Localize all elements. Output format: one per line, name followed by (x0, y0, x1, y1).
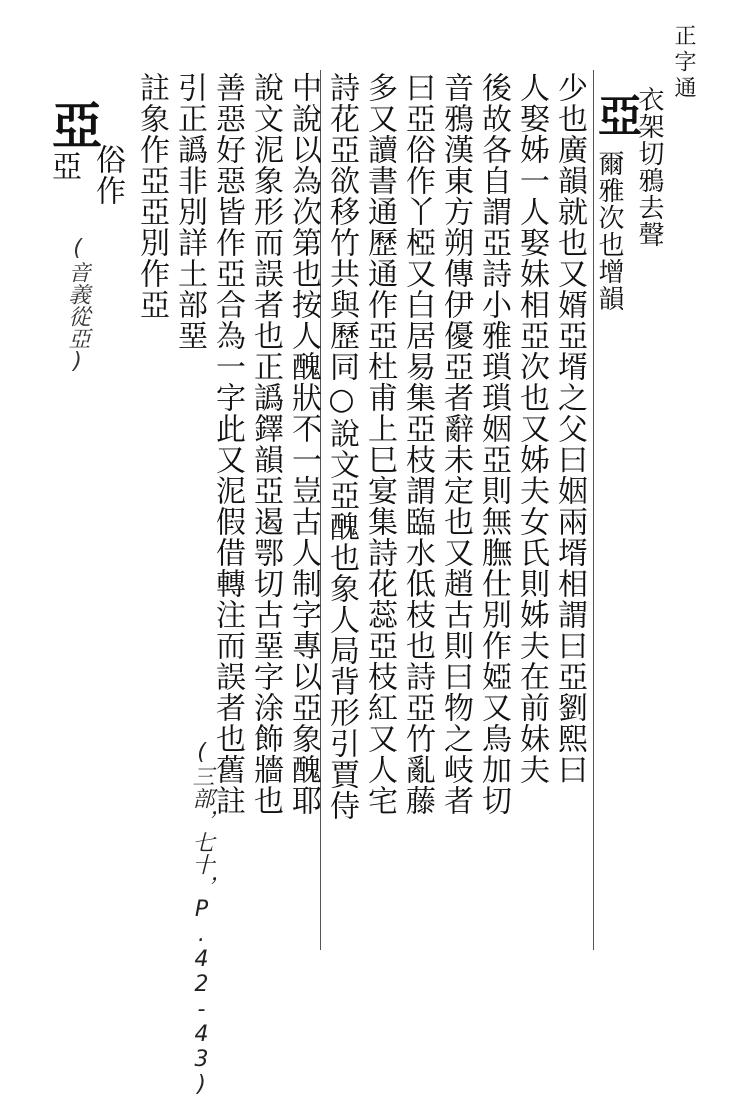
entry-line: 中說以為次第也按人醜狀不一豈古人制字專以亞象醜耶 (286, 72, 321, 816)
entry-line: 多又讀書通歷通作亞杜甫上巳宴集詩花蕊亞枝紅又人宅 (362, 72, 397, 816)
entry-line: 衣架切鴉去聲 (634, 86, 664, 248)
entry-line: 人娶姊一人娶妹相亞次也又姊夫女氏則姊夫在前妹夫 (514, 72, 549, 785)
entry-line: 註象作亞亞別作亞 (134, 72, 169, 320)
entry-line: 善惡好惡皆作亞合為一字此又泥假借轉注而誤者也舊註 (210, 72, 245, 816)
entry-line: 引正譌非別詳土部堊 (172, 72, 207, 351)
entry-line: 說文泥象形而誤者也正譌鐸韻亞遏鄂切古堊字涂飾牆也 (248, 72, 283, 816)
entry-line: 少也廣韻就也又婿亞壻之父曰姻兩壻相謂曰亞劉熙曰 (552, 72, 587, 785)
left-entry-note: 俗作 (90, 144, 125, 206)
left-entry-head-character: 亞 (52, 96, 102, 155)
entry-line: 後故各自謂亞詩小雅瑣瑣姻亞則無膴仕別作婭又鳥加切 (476, 72, 511, 816)
entry-line: 曰亞俗作丫椏又白居易集亞枝謂臨水低枝也詩亞竹亂藤 (400, 72, 435, 816)
entry-line: 爾雅次也增韻 (594, 150, 624, 312)
entry-line: 詩花亞欲移竹共與歷同○說文亞醜也象人局背形引賈侍 (324, 72, 359, 821)
bottom-handwritten-annotation: (三部，七十，P.42-43) (189, 740, 214, 1097)
left-handwritten-annotation: (音義從亞) (65, 236, 90, 374)
page-header-title: 正字通 (671, 24, 696, 102)
left-entry-variant: 亞 (52, 150, 82, 185)
entry-line: 音鴉漢東方朔傳伊優亞者辭未定也又趙古則曰物之岐者 (438, 72, 473, 816)
entry-head-character: 亞 (598, 91, 642, 142)
